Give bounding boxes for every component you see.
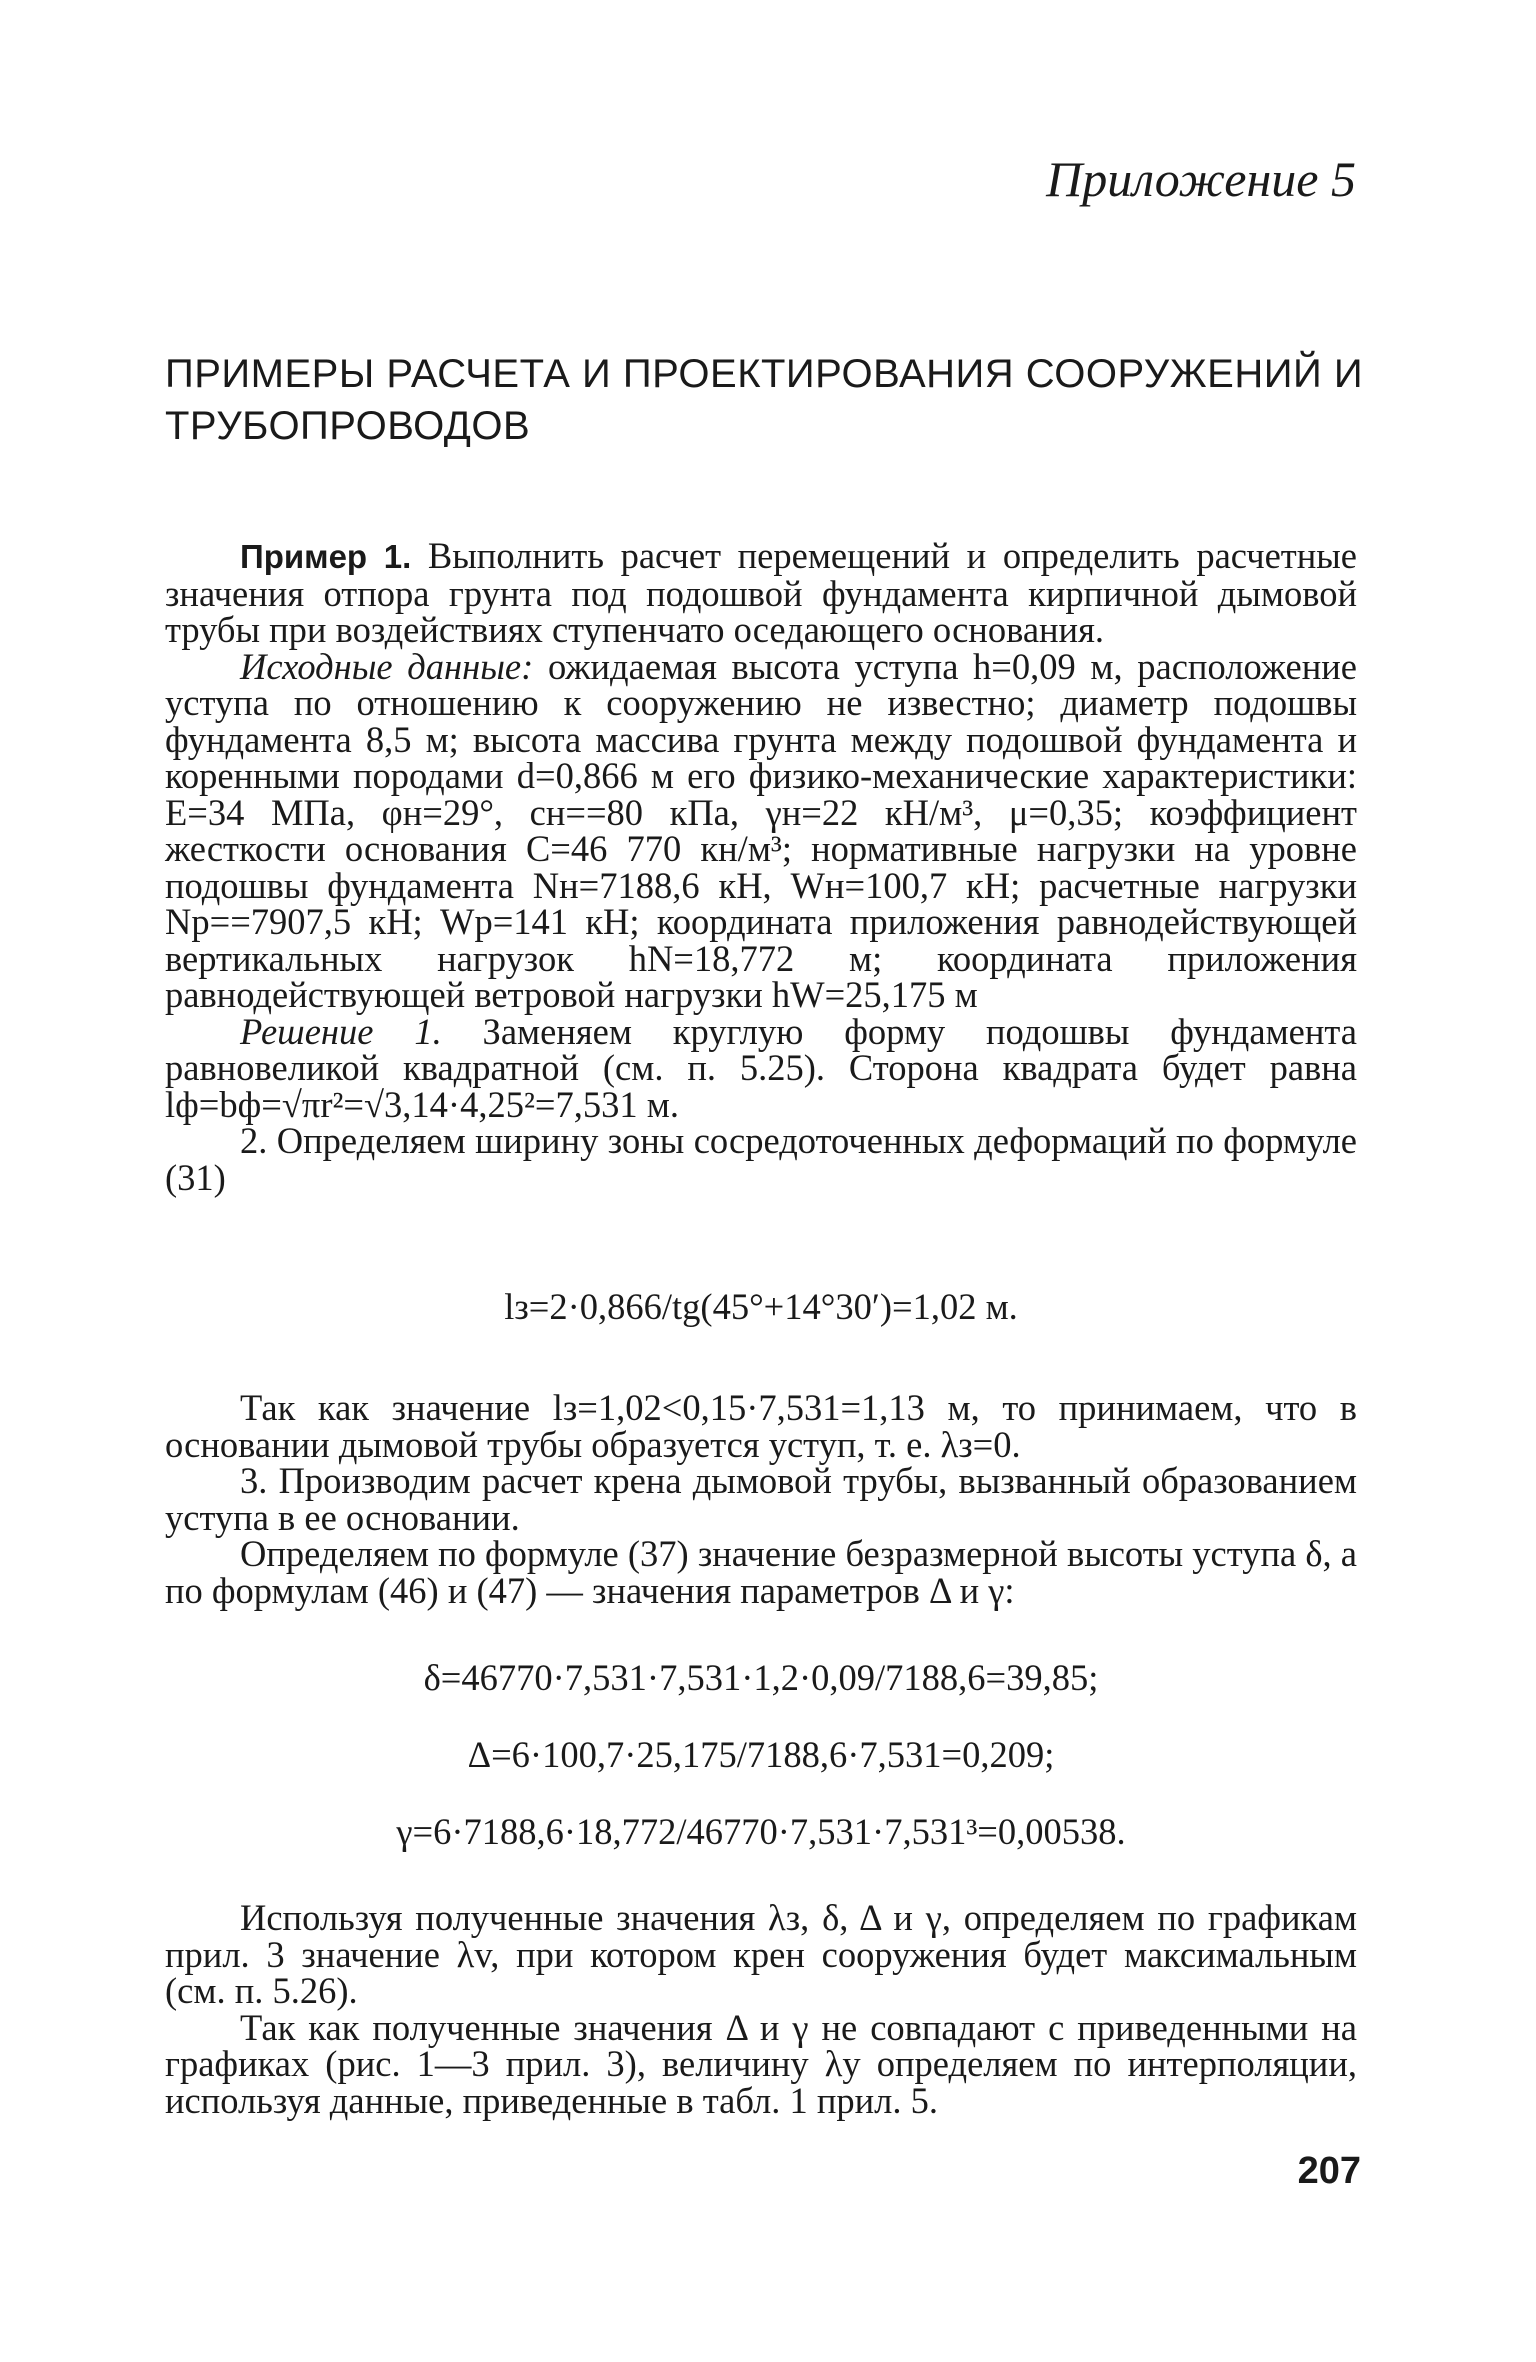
initial-data-label: Исходные данные:: [240, 645, 534, 687]
interpolation-paragraph: Так как полученные значения Δ и γ не совпадают с приведенными на графиках (рис. 1—3 прил. 3), величину λy определяем по интерполяции, используя данные, приведенные в табл. 1 прил. 5.: [165, 2006, 1357, 2121]
appendix-label: Приложение 5: [1046, 151, 1356, 207]
example-task-paragraph: [165, 535, 1358, 650]
final-paragraphs-block: [165, 1897, 1357, 2121]
step2-conclusion-paragraph: Так как значение lз=1,02<0,15·7,531=1,13 м, то принимаем, что в основании дымовой трубы образуется уступ, т. е. λз=0.: [165, 1387, 1357, 1465]
initial-data-text: ожидаемая высота уступа h=0,09 м, расположение уступа по отношению к сооружению не известно; диаметр подошвы фундамента 8,5 м; высота массива грунта между подошвой фундамента и коренными породами d=0,866 м его физико-механические характеристики: E=34 МПа, φн=29°, cн==80 кПа, γн=22 кН/м³, μ=0,35; коэффициент жесткости основания C=46 770 кн/м³; нормативные нагрузки на уровне подошвы фундамента Nн=7188,6 кН, Wн=100,7 кН; расчетные нагрузки Nр==7907,5 кН; Wр=141 кН; координата приложения равнодействующей вертикальных нагрузок hN=18,772 м; координата приложения равнодействующей ветровой нагрузки hW=25,175 м: [165, 645, 1357, 1015]
solution-step2-paragraph: 2. Определяем ширину зоны сосредоточенных деформаций по формуле (31): [165, 1120, 1357, 1198]
formula-zone-width: lз=2·0,866/tg(45°+14°30′)=1,02 м.: [504, 1286, 1018, 1327]
example-lead: Пример 1.: [240, 538, 412, 575]
section-heading: ПРИМЕРЫ РАСЧЕТА И ПРОЕКТИРОВАНИЯ СООРУЖЕНИЙ И ТРУБОПРОВОДОВ: [165, 352, 1364, 448]
solution-step1-paragraph: [165, 1010, 1357, 1125]
example-task: Выполнить расчет перемещений и определить расчетные значения отпора грунта под подошвой фундамента кирпичной дымовой трубы при воздействиях ступенчато оседающего основания.: [165, 535, 1358, 650]
formula-delta-small: δ=46770·7,531·7,531·1,2·0,09/7188,6=39,85;: [423, 1657, 1099, 1698]
example-block: [165, 535, 1358, 1198]
step2-conclusion-block: [165, 1387, 1357, 1611]
initial-data-paragraph: [165, 645, 1357, 1015]
formula-delta-capital: Δ=6·100,7·25,175/7188,6·7,531=0,209;: [467, 1734, 1055, 1775]
using-values-paragraph: Используя полученные значения λз, δ, Δ и γ, определяем по графикам прил. 3 значение λv, при котором крен сооружения будет максимальным (см. п. 5.26).: [165, 1897, 1357, 2011]
solution-step1-label: Решение 1.: [240, 1010, 442, 1052]
step3-detail-paragraph: Определяем по формуле (37) значение безразмерной высоты уступа δ, а по формулам (46) и (47) — значения параметров Δ и γ:: [165, 1533, 1357, 1611]
step3-paragraph: 3. Производим расчет крена дымовой трубы, вызванный образованием уступа в ее основании.: [165, 1460, 1357, 1538]
solution-step1-text: Заменяем круглую форму подошвы фундамента равновеликой квадратной (см. п. 5.25). Сторона квадрата будет равна lф=bф=√πr²=√3,14·4,25²=7,531 м.: [165, 1010, 1357, 1125]
page-number: 207: [1297, 2150, 1361, 2192]
formula-gamma: γ=6·7188,6·18,772/46770·7,531·7,531³=0,00538.: [396, 1811, 1126, 1852]
